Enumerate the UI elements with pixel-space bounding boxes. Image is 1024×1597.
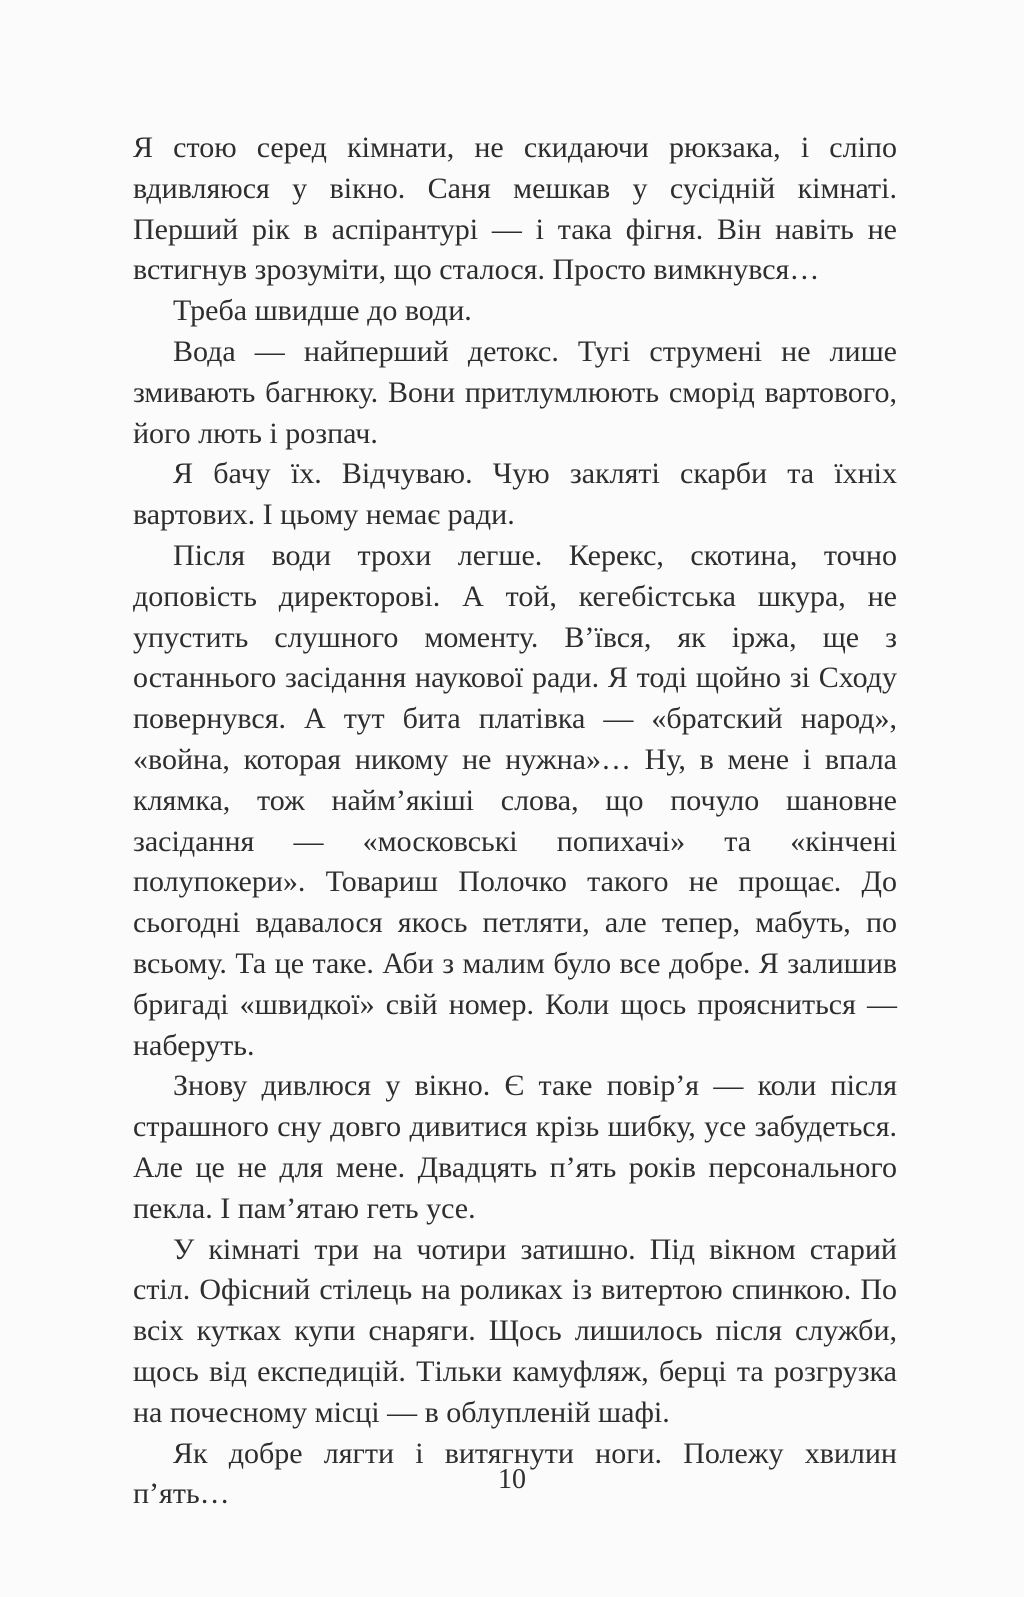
paragraph: Я стою серед кімнати, не скидаючи рюкзака, і сліпо вдивляюся у вікно. Саня мешкав у сусідній кімнаті. Перший рік в аспірантурі — і така фігня. Він навіть не встигнув зрозуміти, що сталося. Просто вимкнувся… — [133, 131, 897, 287]
paragraph: Треба швидше до води. — [173, 294, 472, 328]
paragraph: Я бачу їх. Відчуваю. Чую закляті скарби та їхніх вартових. І цьому немає ради. — [133, 457, 897, 532]
body-text — [133, 128, 897, 1515]
paragraph: Вода — найперший детокс. Тугі струмені не лише змивають багнюку. Вони притлумлюють сморід вартового, його лють і розпач. — [133, 334, 897, 450]
paragraph: У кімнаті три на чотири затишно. Під вікном старий стіл. Офісний стілець на роликах із витертою спинкою. По всіх кутках купи снаряги. Щось лишилось після служби, щось від експедицій. Тільки камуфляж, берці та розгрузка на почесному місці — в облупленій шафі. — [133, 1232, 897, 1429]
paragraph: Як добре лягти і витягнути ноги. Полежу хвилин п’ять… — [133, 1436, 897, 1511]
paragraph: Знову дивлюся у вікно. Є таке повір’я — коли після страшного сну довго дивитися крізь шибку, усе забудеться. Але це не для мене. Двадцять п’ять років персонального пекла. І пам’ятаю геть усе. — [133, 1069, 897, 1225]
paragraph: Після води трохи легше. Керекс, скотина, точно доповість директорові. А той, кегебістська шкура, не упустить слушного моменту. В’ївся, як іржа, ще з останнього засідання наукової ради. Я тоді щойно зі Сходу повернувся. А тут бита платівка — «братский народ», «война, которая никому не нужна»… Ну, в мене і впала клямка, тож найм’якіші слова, що почуло шановне засідання — «московські попихачі» та «кінчені полупокери». Товариш Полочко такого не прощає. До сьогодні вдавалося якось петляти, але тепер, мабуть, по всьому. Та це таке. Аби з малим було все добре. Я залишив бригаді «швидкої» свій номер. Коли щось проясниться — наберуть. — [133, 538, 897, 1062]
page-number: 10 — [498, 1464, 526, 1495]
